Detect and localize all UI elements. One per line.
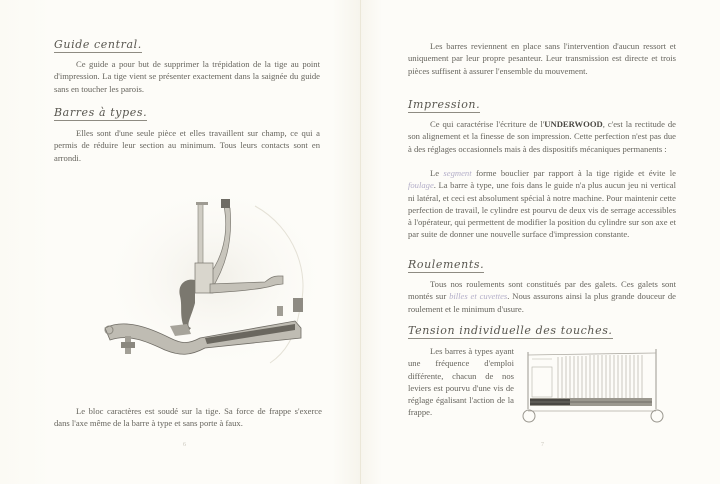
paragraph-impression-2: [408, 167, 676, 241]
term-foulage: foulage: [408, 180, 434, 191]
paragraph-roulements: [408, 278, 676, 315]
text: , c'est la rectitude de son alignement et la finesse de son impression. Cette perfection n'est pas due à des réglages occasionnels mais à des dispositifs mécaniques permanents :: [408, 119, 676, 154]
paragraph-tension-individuelle: Les barres à types ayant une fréquence d'emploi différente, chacun de nos leviers est pourvu d'une vis de réglage égalisant l'action de la frappe.: [408, 346, 514, 418]
heading-impression: Impression.: [408, 98, 481, 111]
paragraph-bloc-caracteres: Le bloc caractères est soudé sur la tige. Sa force de frappe s'exerce dans l'axe même de la barre à type et sans porte à faux.: [54, 406, 322, 429]
page-number-left: 6: [183, 442, 186, 448]
typebar-mechanism-illustration: [95, 178, 325, 373]
heading-tension-individuelle: Tension individuelle des touches.: [408, 324, 613, 337]
text: forme bouclier par rapport à la tige rigide et évite le: [471, 168, 676, 178]
term-segment: segment: [443, 168, 472, 178]
text: . La barre à type, une fois dans le guide n'a plus aucun jeu ni vertical ni latéral, et ceci est absolument spécial à notre machine. Pour maintenir cette perfection de travail, le cylindre est pourvu de deux vis de serrage accessibles à l'opérateur, qui permettent de modifier la position du cylindre sur son axe et par suite de donner une nouvelle surface d'impression constante.: [408, 180, 676, 240]
text: . Nous assurons ainsi la plus grande douceur de roulement et le minimum d'usure.: [408, 291, 676, 314]
keyboard-levers-illustration: [518, 347, 668, 427]
heading-barres-a-types: Barres à types.: [54, 106, 148, 119]
term-billes-et-cuvettes: billes et cuvettes: [449, 291, 508, 302]
heading-guide-central: Guide central.: [54, 38, 142, 51]
heading-roulements: Roulements.: [408, 258, 485, 271]
paragraph-barres-a-types: Elles sont d'une seule pièce et elles travaillent sur champ, ce qui a permis de réduire leur section au minimum. Tous leurs contacts sont en arrondi.: [54, 128, 320, 163]
paragraph-guide-central: Ce guide a pour but de supprimer la trépidation de la tige au point d'impression. La tige vient se présenter exactement dans la saignée du guide sans en toucher les parois.: [54, 59, 320, 94]
paragraph-barres-reviennent: Les barres reviennent en place sans l'intervention d'aucun ressort et uniquement par leur propre pesanteur. Leur transmission est directe et trois pièces suffisent à assurer l'ensemble du mouvement.: [408, 41, 676, 76]
paragraph-impression-1: [408, 118, 676, 155]
right-page: [361, 0, 720, 484]
page-number-right: 7: [541, 442, 544, 448]
text: Le: [430, 168, 444, 178]
brand-name: UNDERWOOD: [544, 119, 603, 129]
text: Tous nos roulements sont constitués par des galets. Ces galets sont montés sur: [408, 279, 676, 302]
text: Ce qui caractérise l'écriture de l': [430, 119, 545, 129]
